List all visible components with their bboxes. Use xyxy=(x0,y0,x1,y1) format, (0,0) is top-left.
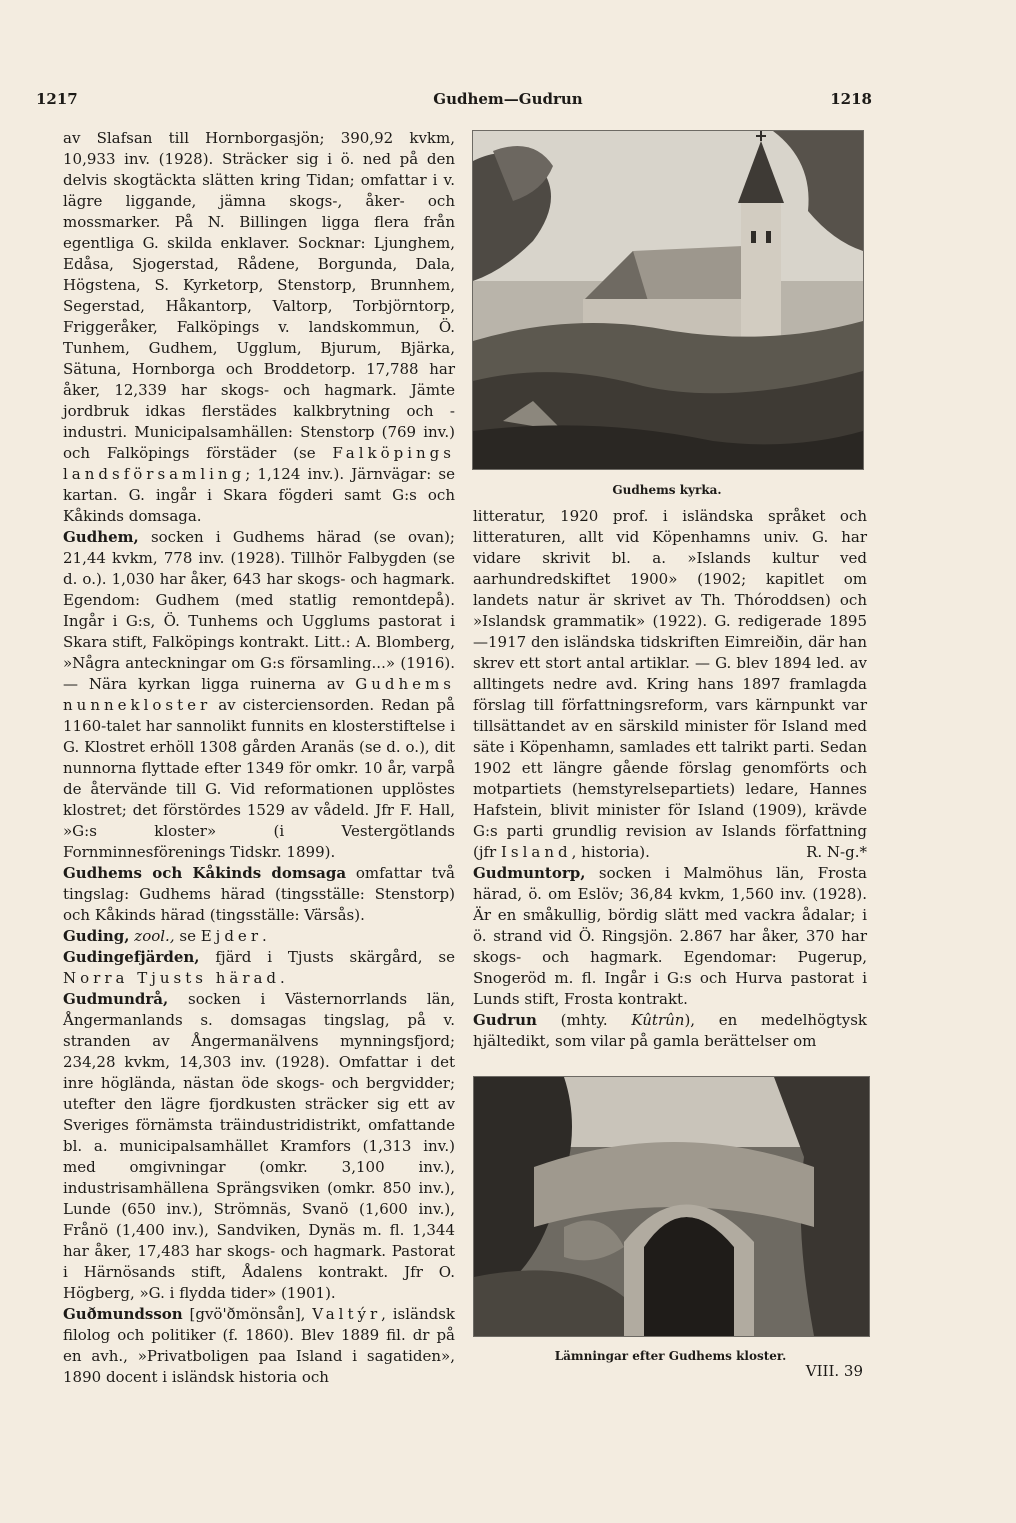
ruin-illustration xyxy=(474,1077,869,1336)
entry-gudhem: Gudhem, socken i Gudhems härad (se ovan); 21,44 kvkm, 778 inv. (1928). Tillhör Falbygden (se d. o.). 1,030 har åker, 643 har skogs- och hagmark. Egendom: Gudhem (med statlig remontdepå). Ingår i G:s, Ö. Tunhems och Ugglums pastorat i Skara stift, Falköpings kontrakt. Litt.: A. Blomberg, »Några anteckningar om G:s församling...» (1916). — Nära kyrkan ligga ruinerna av Gudhems nunnekloster av cisterciensorden. Redan på 1160-talet har sannolikt funnits en klosterstiftelse i G. Klostret erhöll 1308 gården Aranäs (se d. o.), dit nunnorna flyttade efter 1349 för omkr. 10 år, varpå de återvände till G. Vid reformationen upplöstes klostret; det förstördes 1529 av vådeld. Jfr F. Hall, »G:s kloster» (i Vestergötlands Fornminnesförenings Tidskr. 1899). xyxy=(63,528,455,861)
left-column xyxy=(63,128,455,1388)
page-number-left: 1217 xyxy=(36,90,78,108)
church-caption: Gudhems kyrka. xyxy=(612,483,722,497)
church-illustration xyxy=(473,131,863,469)
sheet-signature: VIII. 39 xyxy=(805,1362,863,1380)
entry-gudmundra: Gudmundrå, socken i Västernorrlands län, Ångermanlands s. domsagas tingslag, på v. stranden av Ångermanälvens mynningsfjord; 234,28 kvkm, 14,303 inv. (1928). Omfattar i det inre höglända, nästan öde skogs- och bergvidder; utefter den lägre fjordkusten sträcker sig ett av Sveriges förnämsta träindustridistrikt, omfattande bl. a. municipalsamhället Kramfors (1,313 inv.) med omgivningar (omkr. 3,100 inv.), industrisamhällena Sprängsviken (omkr. 850 inv.), Lunde (650 inv.), Strömnäs, Svanö (1,600 inv.), Frånö (1,400 inv.), Sandviken, Dynäs m. fl. 1,344 har åker, 17,483 har skogs- och hagmark. Pastorat i Härnösands stift, Ådalens kontrakt. Jfr O. Högberg, »G. i flydda tider» (1901). xyxy=(63,990,455,1302)
entry-guding: Guding, zool., se Ejder. xyxy=(63,927,267,945)
ruin-photo xyxy=(473,1076,870,1337)
entry-gudmuntorp: Gudmuntorp, socken i Malmöhus län, Frosta härad, ö. om Eslöv; 36,84 kvkm, 1,560 inv. (1928). Är en småkullig, bördig slätt med vackra ådalar; i ö. strand vid Ö. Ringsjön. 2.867 har åker, 370 har skogs- och hagmark. Egendomar: Pugerup, Snogeröd m. fl. Ingår i G:s och Hurva pastorat i Lunds stift, Frosta kontrakt. xyxy=(473,864,867,1008)
entry-gudhems-och-kakinds-domsaga: Gudhems och Kåkinds domsaga omfattar två tingslag: Gudhems härad (tingsställe: Stenstorp) och Kåkinds härad (tingsställe: Värsås). xyxy=(63,864,455,924)
page-number-right: 1218 xyxy=(830,90,872,108)
entry-gudhems-harad-cont: av Slafsan till Hornborgasjön; 390,92 kvkm, 10,933 inv. (1928). Sträcker sig i ö. ned på den delvis skogtäckta slätten kring Tidan; omfattar i v. lägre liggande, jämna skogs-, åker- och mossmarker. På N. Billingen ligga flera från egentliga G. skilda enklaver. Socknar: Ljunghem, Edåsa, Sjogerstad, Rådene, Borgunda, Dala, Högstena, S. Kyrketorp, Stenstorp, Brunnhem, Segerstad, Håkantorp, Valtorp, Torbjörntorp, Friggeråker, Falköpings v. landskommun, Ö. Tunhem, Gudhem, Ugglum, Bjurum, Bjärka, Sätuna, Hornborga och Broddetorp. 17,788 har åker, 12,339 har skogs- och hagmark. Jämte jordbruk idkas flerstädes kalkbrytning och -industri. Municipalsamhällen: Stenstorp (769 inv.) och Falköpings förstäder (se Falköpings landsförsamling; 1,124 inv.). Järnvägar: se kartan. G. ingår i Skara fögderi samt G:s och Kåkinds domsaga. xyxy=(63,129,455,525)
entry-gudmundsson: Guðmundsson [gvö'ðmönsån], Valtýr, isländsk filolog och politiker (f. 1860). Blev 1889 fil. dr på en avh., »Privatboligen paa Island i sagatiden», 1890 docent i isländsk historia och xyxy=(63,1305,455,1386)
entry-gudingefjarden: Gudingefjärden, fjärd i Tjusts skärgård, se Norra Tjusts härad. xyxy=(63,948,455,987)
running-title: Gudhem—Gudrun xyxy=(433,90,583,108)
author-signature: R. N-g.* xyxy=(806,843,867,861)
church-photo xyxy=(472,130,864,470)
entry-gudmundsson-cont: litteratur, 1920 prof. i isländska språket och litteraturen, allt vid Köpenhamns univ. G. har vidare skrivit bl. a. »Islands kultur ved aarhundredskiftet 1900» (1902; kapitlet om landets natur är skrivet av Th. Thóroddsen) och »Islandsk grammatik» (1922). G. redigerade 1895—1917 den isländska tidskriften Eimreiðin, där han skrev ett stort antal artiklar. — G. blev 1894 led. av alltingets nedre avd. Kring hans 1897 framlagda förslag till författningsreform, vars kärnpunkt var tillsättandet av en särskild minister för Island med säte i Köpenhamn, samlades ett talrikt parti. Sedan 1902 ett längre gående förslag genomförts och motpartiets (hemstyrelsepartiets) ledare, Hannes Hafstein, blivit minister för Island (1909), krävde G:s parti grundlig revision av Islands författning (jfr Island, historia). R. N-g.* xyxy=(473,507,867,861)
ruin-caption: Lämningar efter Gudhems kloster. xyxy=(554,1349,787,1363)
right-column xyxy=(473,506,867,1052)
entry-gudrun: Gudrun (mhty. Kûtrûn), en medelhögtysk hjältedikt, som vilar på gamla berättelser om xyxy=(473,1011,867,1050)
